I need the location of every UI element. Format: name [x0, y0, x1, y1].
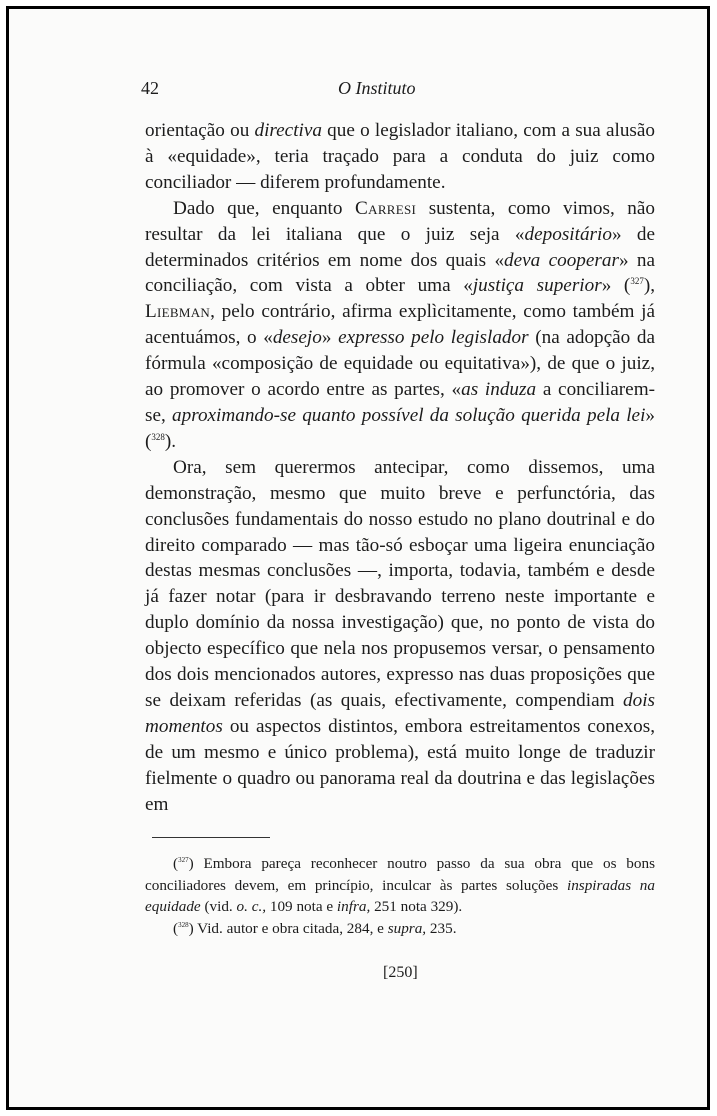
text-run: »	[321, 327, 339, 349]
text-run: orientação ou	[145, 120, 255, 141]
text-run: 235.	[426, 920, 457, 938]
text-run: » (	[145, 404, 655, 452]
text-run: ).	[164, 430, 177, 452]
text-run: ou aspectos distintos, embora estreitamentos conexos, de um mesmo e único problema), está muito longe de traduzir fielmente o quadro ou panorama real da doutrina e das legislações em	[145, 715, 655, 815]
italic-run: deva cooperar	[504, 249, 619, 271]
text-run: » na conciliação, com vista a obter uma «	[145, 249, 655, 297]
footnote-ref-328: 328	[151, 431, 165, 442]
main-text	[145, 118, 655, 817]
paragraph-3	[145, 455, 655, 818]
author-name-liebman: Liebman	[145, 301, 211, 323]
text-run: 109 nota e	[266, 898, 337, 916]
footnote-327: ($^{327}$) Embora pareça reconhecer noutro passo da sua obra que os bons conciliadores devem, em princípio, inculcar às partes soluções inspiradas na equidade (vid. o. c., 109 nota e infra, 251 nota 329).	[145, 855, 655, 916]
italic-run: expresso pelo legislador	[338, 327, 529, 349]
footnote-ref-327: 327	[630, 276, 644, 287]
italic-run: aproximando-se quanto possível da solução querida pela lei	[172, 404, 646, 426]
italic-run: desejo	[272, 327, 322, 349]
italic-run: directiva	[254, 120, 322, 141]
folio-number: [250]	[383, 964, 418, 981]
text-run: a conciliarem-se,	[145, 379, 656, 426]
italic-run: supra,	[387, 920, 427, 938]
text-run: Ora, sem querermos antecipar, como dissemos, uma demonstração, mesmo que muito breve e perfunctória, das conclusões fundamentais do nosso estudo no plano doutrinal e do direito comparado — mas tão-só esboçar uma ligeira enunciação destas mesmas conclusões —, importa, todavia, também e desde já fazer notar (para ir desbravando terreno neste importante e duplo domínio da nossa investigação) que, no ponto de vista do objecto específico que nela nos propusemos versar, o pensamento dos dois mencionados autores, expresso nas duas proposições que se deixam referidas (as quais, efectivamente, compendiam	[145, 456, 655, 711]
text-run: ),	[643, 275, 655, 297]
text-run: (vid.	[200, 898, 237, 916]
paragraph-1	[145, 118, 655, 196]
text-run: Vid. autor e obra citada, 284, e	[193, 920, 388, 938]
text-run: Embora pareça reconhecer noutro passo da sua obra que os bons conciliadores devem, em princípio, inculcar às partes soluções	[145, 855, 655, 894]
text-run: 251 nota 329).	[370, 898, 463, 916]
text-run: que o legislador italiano, com a sua alusão à «equidade», teria traçado para a conduta do juiz como conciliador — diferem profundamente.	[145, 120, 655, 193]
author-name-carresi: Carresi	[355, 197, 417, 219]
page-number: 42	[141, 78, 159, 98]
text-run: , pelo contrário, afirma explìcitamente, como também já acentuámos, o «	[145, 301, 655, 349]
footnote-separator	[152, 837, 270, 838]
italic-run: justiça superior	[472, 275, 602, 297]
text-run: sustenta, como vimos, não resultar da lei italiana que o juiz seja «	[145, 197, 655, 245]
text-run: Dado que, enquanto	[173, 197, 356, 219]
italic-run: as induza	[461, 379, 537, 401]
italic-run: o. c.,	[236, 898, 267, 916]
footnote-mark: 327	[178, 856, 189, 864]
footnote-328: ($^{328}$) Vid. autor e obra citada, 284, e supra, 235.	[173, 920, 457, 938]
text-run: » de determinados critérios em nome dos quais «	[145, 223, 655, 271]
footnotes	[145, 853, 655, 940]
italic-run: depositário	[524, 223, 612, 245]
paragraph-2	[145, 196, 655, 455]
text-run: » (	[601, 275, 631, 297]
italic-run: dois momentos	[145, 689, 655, 737]
italic-run: inspiradas na equidade	[145, 876, 655, 916]
footnote-mark: 328	[178, 921, 189, 930]
text-run: (na adopção da fórmula «composição de equidade ou equitativa»), de que o juiz, ao promover o acordo entre as partes, «	[145, 327, 655, 401]
running-title: O Instituto	[338, 78, 416, 98]
italic-run: infra,	[336, 898, 371, 916]
